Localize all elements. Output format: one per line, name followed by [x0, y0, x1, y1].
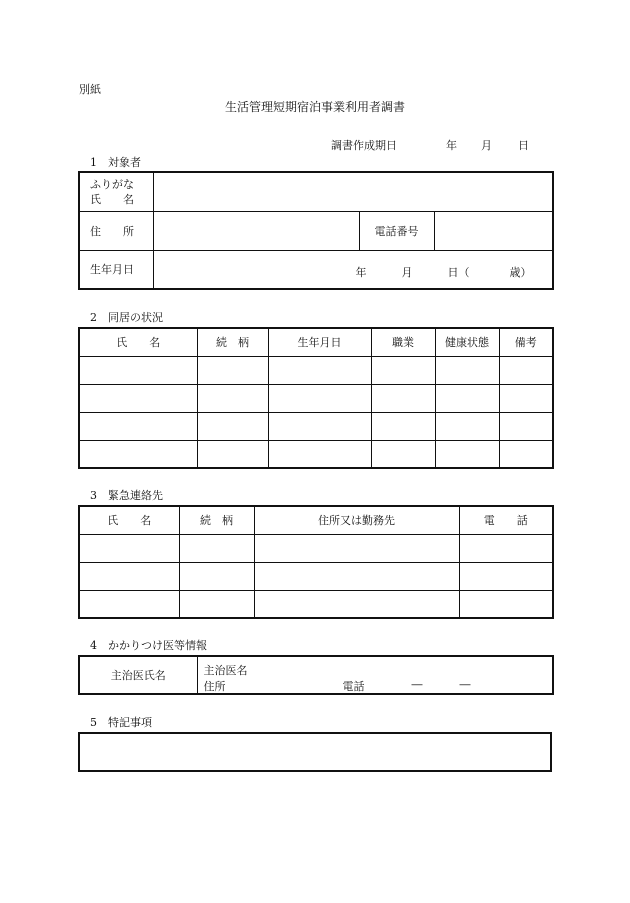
household-health-cell[interactable] [435, 384, 499, 412]
household-occupation-cell[interactable] [371, 440, 435, 468]
household-col-relation: 続 柄 [197, 328, 268, 356]
name-field[interactable] [153, 172, 553, 211]
doctor-phone-dash-1: ― [411, 678, 423, 691]
household-health-cell[interactable] [435, 356, 499, 384]
table-row [79, 356, 553, 384]
age-label: 歳） [509, 265, 532, 279]
section4-heading: 4 かかりつけ医等情報 [90, 639, 207, 652]
address-row [79, 211, 553, 250]
emergency-address-cell[interactable] [254, 590, 459, 618]
name-row [79, 172, 553, 211]
table-row [79, 440, 553, 468]
household-relation-cell[interactable] [197, 356, 268, 384]
household-health-cell[interactable] [435, 412, 499, 440]
doctor-info-field[interactable] [197, 656, 553, 694]
phone-label: 電話番号 [359, 211, 434, 250]
doctor-name-label: 主治医名 [203, 664, 248, 677]
created-date-label: 調書作成期日 [331, 139, 397, 152]
created-day-label: 日 [518, 139, 529, 152]
address-field[interactable] [153, 211, 359, 250]
household-birthdate-cell[interactable] [268, 440, 371, 468]
table-row [79, 590, 553, 618]
household-occupation-cell[interactable] [371, 384, 435, 412]
household-notes-cell[interactable] [499, 356, 553, 384]
household-col-name: 氏 名 [79, 328, 197, 356]
emergency-name-cell[interactable] [79, 562, 179, 590]
emergency-col-name: 氏 名 [79, 506, 179, 534]
address-label: 住 所 [79, 211, 153, 250]
household-health-cell[interactable] [435, 440, 499, 468]
attachment-label: 別紙 [79, 83, 101, 96]
household-col-health: 健康状態 [435, 328, 499, 356]
emergency-header-row [79, 506, 553, 534]
emergency-name-cell[interactable] [79, 590, 179, 618]
household-col-birthdate: 生年月日 [268, 328, 371, 356]
emergency-col-phone: 電 話 [459, 506, 553, 534]
document-title: 生活管理短期宿泊事業利用者調書 [224, 100, 405, 114]
household-name-cell[interactable] [79, 356, 197, 384]
household-notes-cell[interactable] [499, 384, 553, 412]
doctor-address-label: 住所 [203, 680, 226, 693]
emergency-relation-cell[interactable] [179, 590, 254, 618]
birth-year-label: 年 [355, 265, 367, 279]
doctor-phone-label: 電話 [342, 680, 365, 693]
emergency-col-relation: 続 柄 [179, 506, 254, 534]
emergency-phone-cell[interactable] [459, 590, 553, 618]
emergency-address-cell[interactable] [254, 534, 459, 562]
household-birthdate-cell[interactable] [268, 412, 371, 440]
household-notes-cell[interactable] [499, 440, 553, 468]
emergency-address-cell[interactable] [254, 562, 459, 590]
birthdate-label: 生年月日 [79, 250, 153, 289]
emergency-phone-cell[interactable] [459, 534, 553, 562]
emergency-relation-cell[interactable] [179, 534, 254, 562]
name-label: 氏 名 [90, 192, 134, 206]
emergency-phone-cell[interactable] [459, 562, 553, 590]
household-header-row [79, 328, 553, 356]
birth-month-label: 月 [401, 265, 413, 279]
household-relation-cell[interactable] [197, 412, 268, 440]
household-relation-cell[interactable] [197, 384, 268, 412]
created-year-label: 年 [446, 139, 457, 152]
table-row [79, 412, 553, 440]
household-name-cell[interactable] [79, 384, 197, 412]
section3-heading: 3 緊急連絡先 [90, 489, 163, 502]
special-notes-box[interactable] [78, 732, 552, 772]
phone-field[interactable] [434, 211, 553, 250]
section5-heading: 5 特記事項 [90, 716, 152, 729]
table-row [79, 534, 553, 562]
household-name-cell[interactable] [79, 412, 197, 440]
created-month-label: 月 [481, 139, 492, 152]
subject-table [78, 171, 554, 290]
birth-day-label: 日（ [447, 265, 470, 279]
table-row [79, 562, 553, 590]
emergency-contact-table [78, 505, 554, 619]
doctor-label: 主治医氏名 [79, 656, 197, 694]
emergency-col-address: 住所又は勤務先 [254, 506, 459, 534]
household-occupation-cell[interactable] [371, 356, 435, 384]
household-birthdate-cell[interactable] [268, 384, 371, 412]
furigana-label: ふりがな [90, 177, 134, 191]
household-birthdate-cell[interactable] [268, 356, 371, 384]
household-table [78, 327, 554, 469]
emergency-name-cell[interactable] [79, 534, 179, 562]
birthdate-field[interactable] [153, 250, 553, 289]
household-col-occupation: 職業 [371, 328, 435, 356]
doctor-phone-dash-2: ― [459, 678, 471, 691]
household-notes-cell[interactable] [499, 412, 553, 440]
section1-heading: 1 対象者 [90, 156, 141, 169]
furigana-name-label-cell [79, 172, 153, 211]
table-row [79, 384, 553, 412]
household-occupation-cell[interactable] [371, 412, 435, 440]
household-relation-cell[interactable] [197, 440, 268, 468]
emergency-relation-cell[interactable] [179, 562, 254, 590]
doctor-table [78, 655, 554, 695]
household-col-notes: 備考 [499, 328, 553, 356]
birthdate-row [79, 250, 553, 289]
doctor-row [79, 656, 553, 694]
household-name-cell[interactable] [79, 440, 197, 468]
section2-heading: 2 同居の状況 [90, 311, 163, 324]
